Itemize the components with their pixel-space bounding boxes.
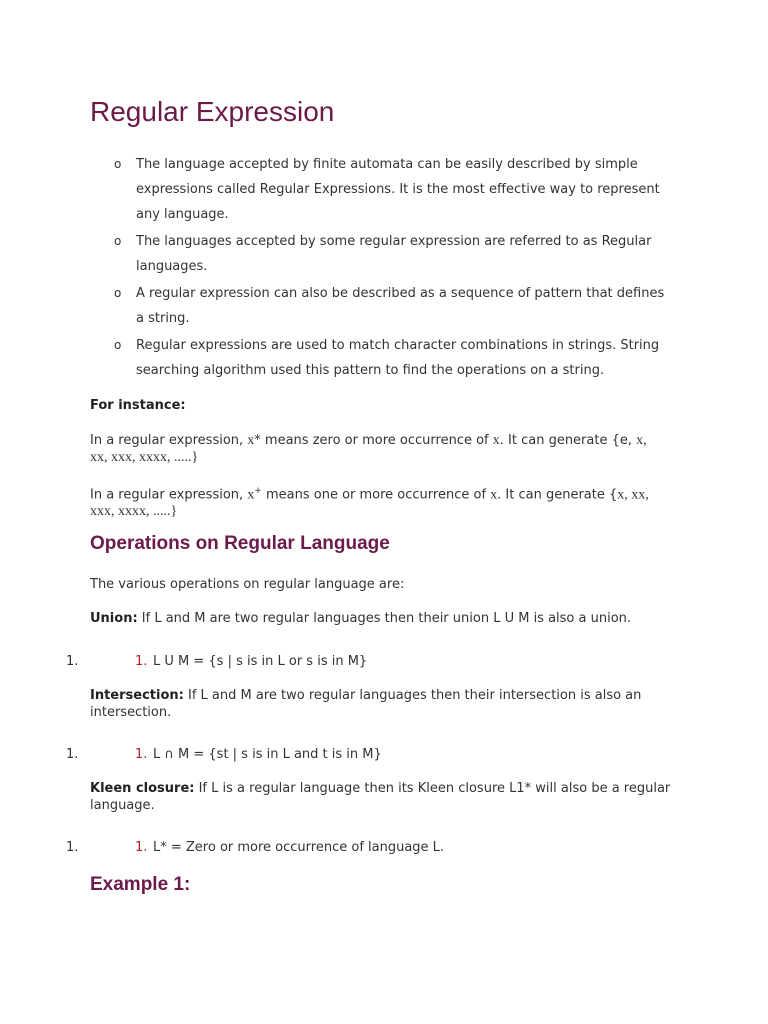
kleen-formula: L* = Zero or more occurrence of language L. — [153, 840, 445, 855]
union-paragraph: Union: If L and M are two regular languages then their union L U M is also a union. — [90, 611, 632, 626]
bullet-marker: o — [114, 157, 122, 171]
bullet-marker: o — [114, 286, 122, 300]
list-number: 1. — [66, 747, 79, 762]
list-number: 1. — [66, 654, 79, 669]
union-formula: L U M = {s | s is in L or s is in M} — [153, 654, 368, 669]
list-number: 1. — [135, 747, 148, 762]
operations-heading: Operations on Regular Language — [90, 533, 390, 554]
page-title: Regular Expression — [90, 96, 335, 127]
example-star-paragraph: In a regular expression, x* means zero or more occurrence of x. It can generate {e, x, xx, xxx, xxxx, .....} — [90, 433, 647, 465]
list-item-text: A regular expression can also be described as a sequence of pattern that defines a string. — [136, 286, 665, 326]
intersection-formula: L ∩ M = {st | s is in L and t is in M} — [153, 747, 382, 762]
example-plus-paragraph: In a regular expression, x+ means one or more occurrence of x. It can generate {x, xx, xxx, xxxx, .....} — [90, 486, 649, 520]
bullet-marker: o — [114, 234, 122, 248]
list-number: 1. — [135, 840, 148, 855]
list-item-text: The language accepted by finite automata can be easily described by simple expressions called Regular Expressions. It is the most effective way to represent any language. — [136, 157, 660, 222]
operations-intro: The various operations on regular language are: — [90, 577, 405, 592]
for-instance-label: For instance: — [90, 398, 186, 413]
kleen-paragraph: Kleen closure: If L is a regular language then its Kleen closure L1* will also be a regular language. — [90, 781, 671, 813]
list-number: 1. — [66, 840, 79, 855]
list-number: 1. — [135, 654, 148, 669]
intersection-paragraph: Intersection: If L and M are two regular languages then their intersection is also an intersection. — [90, 688, 642, 720]
example-heading: Example 1: — [90, 874, 191, 895]
bullet-marker: o — [114, 338, 122, 352]
list-item-text: Regular expressions are used to match character combinations in strings. String searching algorithm used this pattern to find the operations on a string. — [136, 338, 660, 378]
list-item-text: The languages accepted by some regular expression are referred to as Regular languages. — [136, 234, 652, 274]
